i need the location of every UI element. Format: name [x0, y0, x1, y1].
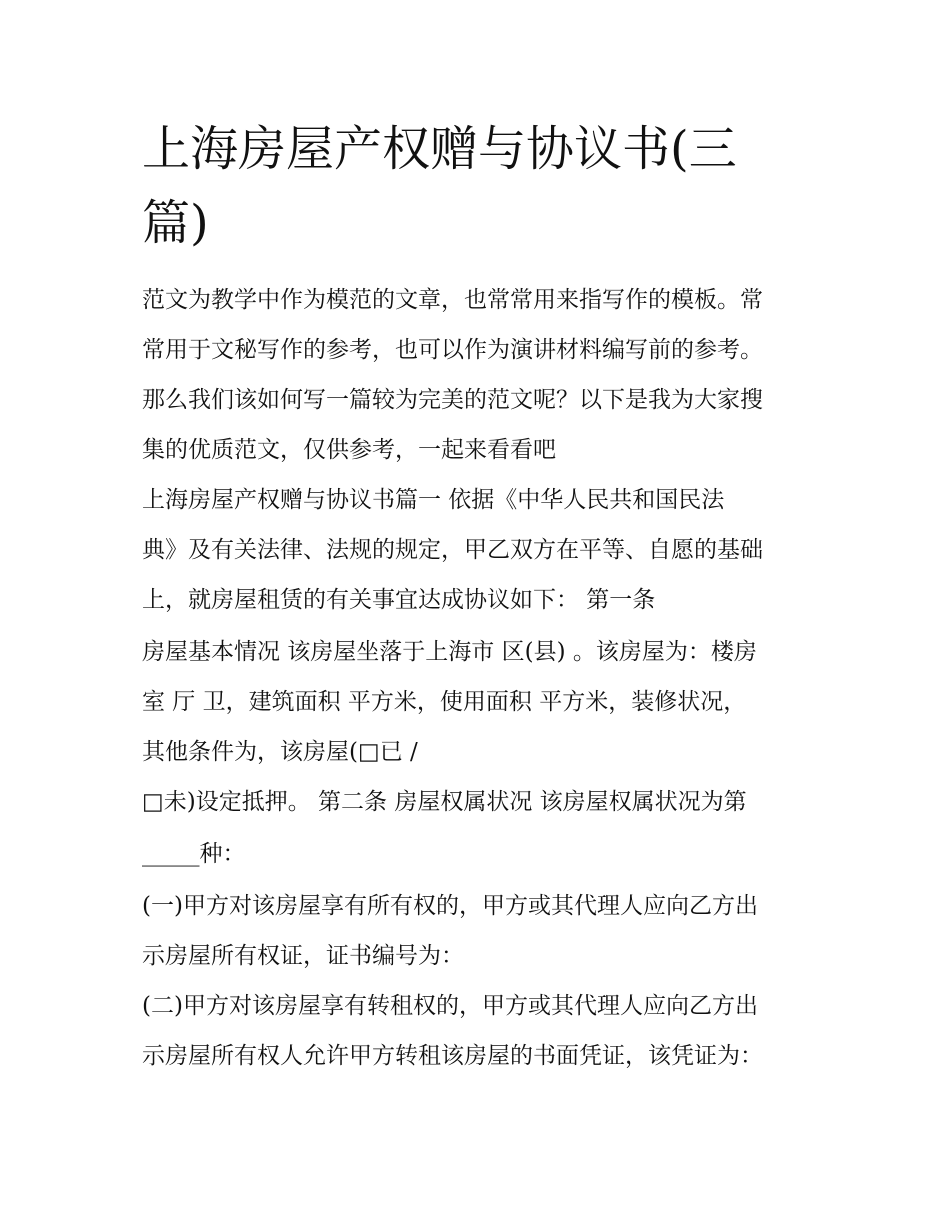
body-line: 上，就房屋租赁的有关事宜达成协议如下： 第一条	[142, 587, 656, 613]
body-line: 室 厅 卫，建筑面积 平方米，使用面积 平方米，装修状况，	[142, 689, 747, 715]
body-line: 示房屋所有权证，证书编号为：	[142, 943, 464, 969]
title-line-1: 上海房屋产权赠与协议书(三	[142, 121, 737, 177]
title-line-2: 篇)	[142, 195, 209, 251]
body-line: _____种：	[142, 841, 246, 867]
body-line: 房屋基本情况 该房屋坐落于上海市 区(县) 。该房屋为：楼房	[142, 639, 757, 665]
body-line: 上海房屋产权赠与协议书篇一 依据《中华人民共和国民法	[142, 487, 725, 513]
body-line: 集的优质范文，仅供参考，一起来看看吧	[142, 437, 556, 463]
body-line: 典》及有关法律、法规的规定，甲乙双方在平等、自愿的基础	[142, 537, 763, 563]
body-line: 其他条件为，该房屋(□已 /	[142, 739, 418, 765]
body-line: 那么我们该如何写一篇较为完美的范文呢？以下是我为大家搜	[142, 387, 763, 413]
body-line: 常用于文秘写作的参考，也可以作为演讲材料编写前的参考。	[142, 337, 763, 363]
body-line: □未)设定抵押。 第二条 房屋权属状况 该房屋权属状况为第	[142, 789, 747, 815]
body-line: 示房屋所有权人允许甲方转租该房屋的书面凭证，该凭证为：	[142, 1043, 763, 1069]
body-line: (二)甲方对该房屋享有转租权的，甲方或其代理人应向乙方出	[142, 993, 758, 1019]
body-line: 范文为教学中作为模范的文章，也常常用来指写作的模板。常	[142, 287, 763, 313]
body-line: (一)甲方对该房屋享有所有权的，甲方或其代理人应向乙方出	[142, 893, 758, 919]
document-title	[142, 112, 822, 260]
